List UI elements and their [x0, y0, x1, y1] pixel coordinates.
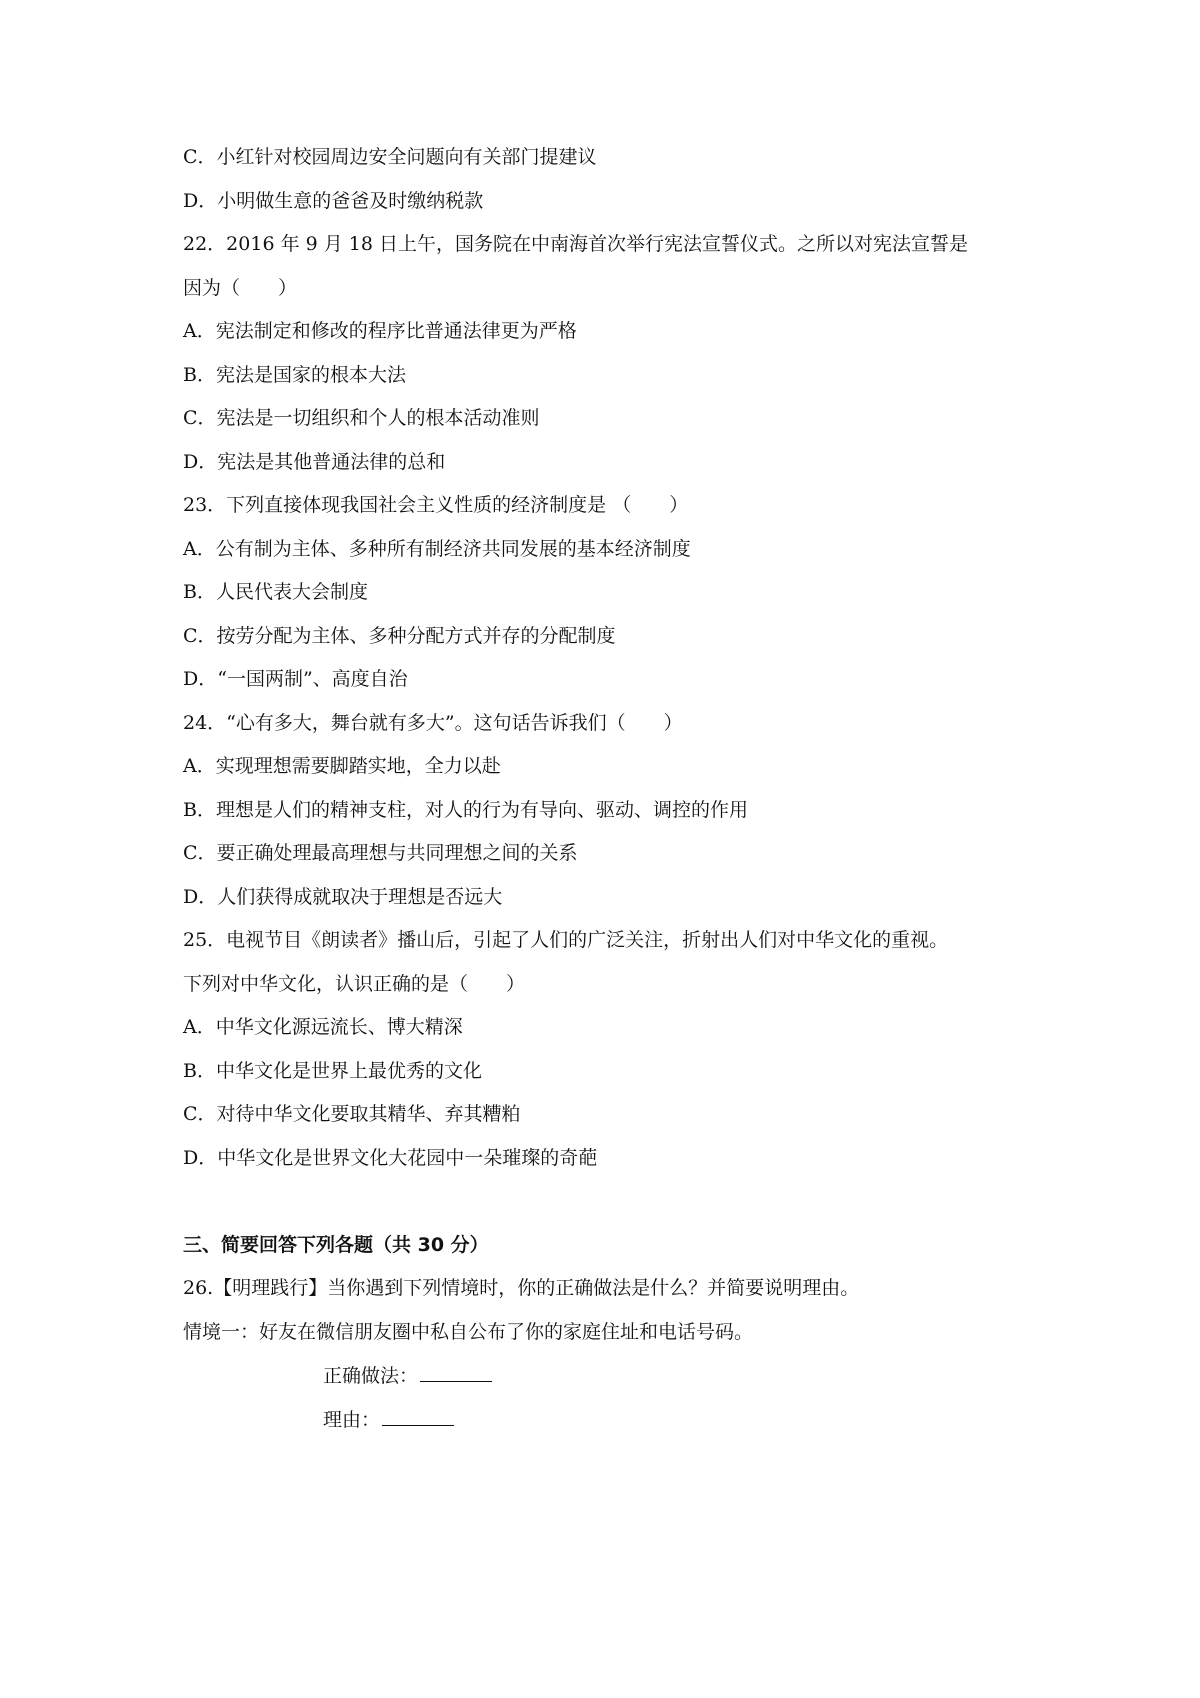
q22-option-a: A．宪法制定和修改的程序比普通法律更为严格	[183, 320, 577, 342]
q24-option-d: D．人们获得成就取决于理想是否远大	[183, 886, 503, 908]
q26-reason-row	[323, 1407, 454, 1432]
q24-stem: 24．“心有多大，舞台就有多大”。这句话告诉我们（ ）	[183, 712, 683, 734]
q25-option-a: A．中华文化源远流长、博大精深	[183, 1016, 463, 1038]
q22-option-d: D．宪法是其他普通法律的总和	[183, 451, 446, 473]
q25-option-d: D．中华文化是世界文化大花园中一朵璀璨的奇葩	[183, 1147, 598, 1169]
q26-stem: 26.【明理践行】当你遇到下列情境时，你的正确做法是什么？并简要说明理由。	[183, 1277, 860, 1299]
q26-scenario1: 情境一：好友在微信朋友圈中私自公布了你的家庭住址和电话号码。	[183, 1321, 754, 1343]
q22-stem-line2: 因为（ ）	[183, 277, 298, 299]
q23-option-c: C．按劳分配为主体、多种分配方式并存的分配制度	[183, 625, 616, 647]
q23-option-a: A．公有制为主体、多种所有制经济共同发展的基本经济制度	[183, 538, 691, 560]
q25-option-c: C．对待中华文化要取其精华、弃其糟粕	[183, 1103, 521, 1125]
q26-correct-approach-row	[323, 1363, 492, 1388]
q24-option-a: A．实现理想需要脚踏实地，全力以赴	[183, 755, 501, 777]
q26-correct-approach-blank[interactable]	[420, 1363, 492, 1382]
q24-option-b: B．理想是人们的精神支柱，对人的行为有导向、驱动、调控的作用	[183, 799, 748, 821]
q24-option-c: C．要正确处理最高理想与共同理想之间的关系	[183, 842, 578, 864]
q22-stem-line1: 22．2016 年 9 月 18 日上午，国务院在中南海首次举行宪法宣誓仪式。之所以对宪法宣誓是	[183, 233, 968, 255]
q23-option-b: B．人民代表大会制度	[183, 581, 368, 603]
q21-option-c: C．小红针对校园周边安全问题向有关部门提建议	[183, 146, 597, 168]
q26-correct-approach-label: 正确做法：	[323, 1365, 419, 1387]
q26-reason-label: 理由：	[323, 1409, 381, 1431]
q25-stem-line2: 下列对中华文化，认识正确的是（ ）	[183, 973, 526, 995]
q25-option-b: B．中华文化是世界上最优秀的文化	[183, 1060, 482, 1082]
q25-stem-line1: 25．电视节目《朗读者》播山后，引起了人们的广泛关注，折射出人们对中华文化的重视。	[183, 929, 949, 951]
section3-title: 三、简要回答下列各题（共 30 分）	[183, 1234, 489, 1256]
q23-stem: 23．下列直接体现我国社会主义性质的经济制度是 （ ）	[183, 494, 689, 516]
q22-option-c: C．宪法是一切组织和个人的根本活动准则	[183, 407, 540, 429]
q22-option-b: B．宪法是国家的根本大法	[183, 364, 406, 386]
q26-reason-blank[interactable]	[382, 1407, 454, 1426]
q23-option-d: D．“一国两制”、高度自治	[183, 668, 408, 690]
q21-option-d: D．小明做生意的爸爸及时缴纳税款	[183, 190, 484, 212]
